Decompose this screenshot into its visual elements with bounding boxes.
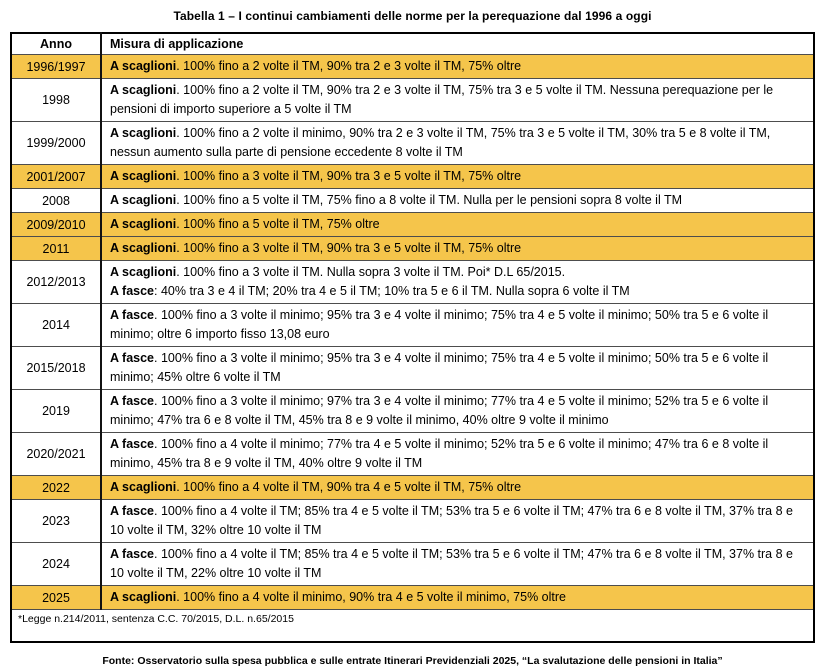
year-cell: 1998 [11, 79, 101, 122]
measure-detail-text: . 100% fino a 3 volte il TM, 90% tra 3 e 5 volte il TM, 75% oltre [176, 241, 522, 255]
measure-type-label: A scaglioni [110, 241, 177, 255]
year-cell: 2009/2010 [11, 213, 101, 237]
table-row [11, 476, 814, 500]
measure-cell [101, 433, 814, 476]
measure-type-label: A fasce [110, 394, 155, 408]
measure-line [110, 282, 805, 301]
measure-type-label: A fasce [110, 351, 155, 365]
column-header-misura: Misura di applicazione [101, 33, 814, 55]
year-cell: 2001/2007 [11, 165, 101, 189]
measure-type-label: A scaglioni [110, 169, 177, 183]
table-footnote: *Legge n.214/2011, sentenza C.C. 70/2015, D.L. n.65/2015 [11, 610, 814, 643]
year-cell: 2025 [11, 586, 101, 610]
measure-detail-text: . 100% fino a 4 volte il TM; 85% tra 4 e 5 volte il TM; 53% tra 5 e 6 volte il TM; 47% tra 6 e 8 volte il TM, 37% tra 8 e 10 volte il TM, 22% oltre 10 volte il TM [110, 547, 793, 580]
measure-line [110, 392, 805, 430]
measure-type-label: A scaglioni [110, 83, 177, 97]
measure-type-label: A scaglioni [110, 265, 177, 279]
measure-line [110, 124, 805, 162]
measure-detail-text: : 40% tra 3 e 4 il TM; 20% tra 4 e 5 il TM; 10% tra 5 e 6 il TM. Nulla sopra 6 volte il TM [154, 284, 630, 298]
measure-detail-text: . 100% fino a 4 volte il minimo, 90% tra 4 e 5 volte il minimo, 75% oltre [176, 590, 566, 604]
measure-cell [101, 543, 814, 586]
source-caption: Fonte: Osservatorio sulla spesa pubblica e sulle entrate Itinerari Previdenziali 2025, “La svalutazione delle pensioni in Italia” [102, 655, 723, 667]
year-cell: 2012/2013 [11, 261, 101, 304]
measure-cell [101, 189, 814, 213]
table-row [11, 189, 814, 213]
table-title: Tabella 1 – I continui cambiamenti delle norme per la perequazione dal 1996 a oggi [173, 9, 652, 23]
year-cell: 1996/1997 [11, 55, 101, 79]
measure-detail-text: . 100% fino a 3 volte il minimo; 97% tra 3 e 4 volte il minimo; 77% tra 4 e 5 volte il minimo; 52% tra 5 e 6 volte il minimo; 47% tra 6 e 8 volte il TM, 45% tra 8 e 9 volte il minimo, 40% oltre 9 volte il minimo [110, 394, 769, 427]
measure-line [110, 349, 805, 387]
table-row [11, 390, 814, 433]
year-cell: 2015/2018 [11, 347, 101, 390]
table-row [11, 122, 814, 165]
measure-cell [101, 347, 814, 390]
table-body [11, 55, 814, 610]
measure-type-label: A scaglioni [110, 193, 177, 207]
footnote-row [11, 610, 814, 643]
measure-detail-text: . 100% fino a 4 volte il TM; 85% tra 4 e 5 volte il TM; 53% tra 5 e 6 volte il TM; 47% tra 6 e 8 volte il TM, 37% tra 8 e 10 volte il TM, 32% oltre 10 volte il TM [110, 504, 793, 537]
column-header-anno: Anno [11, 33, 101, 55]
table-row [11, 55, 814, 79]
measure-type-label: A scaglioni [110, 126, 177, 140]
measure-detail-text: . 100% fino a 3 volte il minimo; 95% tra 3 e 4 volte il minimo; 75% tra 4 e 5 volte il minimo; 50% tra 5 e 6 volte il minimo; oltre 6 importo fisso 13,08 euro [110, 308, 769, 341]
measure-line [110, 263, 805, 282]
measure-detail-text: . 100% fino a 3 volte il TM. Nulla sopra 3 volte il TM. Poi* D.L 65/2015. [176, 265, 566, 279]
measure-cell [101, 213, 814, 237]
measure-cell [101, 304, 814, 347]
measure-cell [101, 122, 814, 165]
measure-type-label: A scaglioni [110, 59, 177, 73]
table-row [11, 304, 814, 347]
measure-type-label: A fasce [110, 284, 155, 298]
measure-line [110, 545, 805, 583]
measure-type-label: A scaglioni [110, 590, 177, 604]
measure-line [110, 588, 805, 607]
measure-line [110, 57, 805, 76]
year-cell: 2008 [11, 189, 101, 213]
measure-line [110, 167, 805, 186]
measure-cell [101, 500, 814, 543]
measure-detail-text: . 100% fino a 3 volte il minimo; 95% tra 3 e 4 volte il minimo; 75% tra 4 e 5 volte il minimo; 50% tra 5 e 6 volte il minimo; 45% oltre 6 volte il TM [110, 351, 769, 384]
year-cell: 2023 [11, 500, 101, 543]
measure-cell [101, 261, 814, 304]
measure-cell [101, 55, 814, 79]
measure-line [110, 81, 805, 119]
measure-line [110, 306, 805, 344]
table-row [11, 347, 814, 390]
measure-cell [101, 476, 814, 500]
measure-detail-text: . 100% fino a 3 volte il TM, 90% tra 3 e 5 volte il TM, 75% oltre [176, 169, 522, 183]
measure-type-label: A fasce [110, 437, 155, 451]
measure-cell [101, 586, 814, 610]
measure-detail-text: . 100% fino a 2 volte il TM, 90% tra 2 e 3 volte il TM, 75% oltre [176, 59, 522, 73]
measure-type-label: A fasce [110, 308, 155, 322]
table-row [11, 261, 814, 304]
table-row [11, 213, 814, 237]
measure-line [110, 478, 805, 497]
table-row [11, 79, 814, 122]
measure-line [110, 435, 805, 473]
perequazione-rules-table [10, 32, 815, 643]
year-cell: 2022 [11, 476, 101, 500]
table-row [11, 543, 814, 586]
measure-cell [101, 79, 814, 122]
measure-detail-text: . 100% fino a 5 volte il TM, 75% fino a 8 volte il TM. Nulla per le pensioni sopra 8 volte il TM [176, 193, 683, 207]
measure-type-label: A fasce [110, 504, 155, 518]
measure-detail-text: . 100% fino a 5 volte il TM, 75% oltre [176, 217, 380, 231]
measure-cell [101, 165, 814, 189]
measure-line [110, 191, 805, 210]
measure-type-label: A fasce [110, 547, 155, 561]
year-cell: 1999/2000 [11, 122, 101, 165]
year-cell: 2011 [11, 237, 101, 261]
measure-cell [101, 390, 814, 433]
measure-cell [101, 237, 814, 261]
table-row [11, 433, 814, 476]
measure-detail-text: . 100% fino a 4 volte il minimo; 77% tra 4 e 5 volte il minimo; 52% tra 5 e 6 volte il minimo; 47% tra 6 e 8 volte il minimo, 45% tra 8 e 9 volte il TM, 40% oltre 9 volte il TM [110, 437, 769, 470]
measure-line [110, 239, 805, 258]
measure-type-label: A scaglioni [110, 480, 177, 494]
measure-line [110, 502, 805, 540]
header-row [11, 33, 814, 55]
table-row [11, 586, 814, 610]
measure-detail-text: . 100% fino a 2 volte il TM, 90% tra 2 e 3 volte il TM, 75% tra 3 e 5 volte il TM. Nessuna perequazione per le pensioni di importo superiore a 5 volte il TM [110, 83, 774, 116]
year-cell: 2020/2021 [11, 433, 101, 476]
table-row [11, 165, 814, 189]
year-cell: 2024 [11, 543, 101, 586]
measure-detail-text: . 100% fino a 2 volte il minimo, 90% tra 2 e 3 volte il TM, 75% tra 3 e 5 volte il TM, 30% tra 5 e 8 volte il TM, nessun aumento sulla parte di pensione eccedente 8 volte il TM [110, 126, 771, 159]
measure-line [110, 215, 805, 234]
year-cell: 2014 [11, 304, 101, 347]
year-cell: 2019 [11, 390, 101, 433]
measure-type-label: A scaglioni [110, 217, 177, 231]
table-row [11, 500, 814, 543]
table-row [11, 237, 814, 261]
measure-detail-text: . 100% fino a 4 volte il TM, 90% tra 4 e 5 volte il TM, 75% oltre [176, 480, 522, 494]
